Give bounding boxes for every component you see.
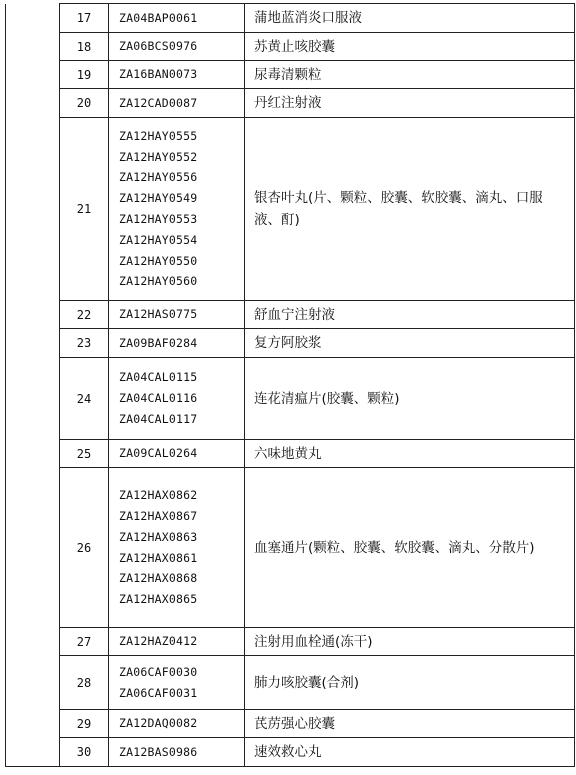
drug-code-cell — [109, 301, 245, 329]
drug-name: 速效救心丸 — [245, 738, 575, 767]
drug-code-cell — [109, 656, 245, 710]
row-number: 30 — [60, 738, 109, 767]
drug-code: ZA12HAX0861 — [119, 550, 198, 565]
drug-code: ZA12HAY0556 — [119, 170, 198, 185]
drug-code: ZA06CAF0030 — [119, 664, 198, 679]
drug-code-cell — [109, 710, 245, 738]
category-cell — [6, 4, 60, 767]
drug-code: ZA12HAY0554 — [119, 232, 198, 247]
drug-list-table — [5, 3, 575, 767]
drug-code-cell — [109, 61, 245, 89]
row-number: 19 — [60, 61, 109, 89]
table-row — [6, 118, 575, 301]
drug-name: 六味地黄丸 — [245, 440, 575, 468]
table-row — [6, 440, 575, 468]
table-row — [6, 33, 575, 61]
row-number: 24 — [60, 358, 109, 440]
drug-code: ZA16BAN0073 — [119, 67, 198, 82]
drug-code: ZA12HAY0550 — [119, 253, 198, 268]
drug-code: ZA12HAY0549 — [119, 191, 198, 206]
row-number: 26 — [60, 468, 109, 628]
row-number: 17 — [60, 4, 109, 33]
drug-code: ZA04CAL0115 — [119, 370, 198, 385]
drug-code: ZA04CAL0116 — [119, 391, 198, 406]
drug-code: ZA04BAP0061 — [119, 10, 198, 25]
drug-code: ZA06CAF0031 — [119, 685, 198, 700]
row-number: 27 — [60, 628, 109, 656]
drug-name: 尿毒清颗粒 — [245, 61, 575, 89]
drug-code: ZA12CAD0087 — [119, 95, 198, 110]
table-row — [6, 89, 575, 118]
drug-name: 血塞通片(颗粒、胶囊、软胶囊、滴丸、分散片) — [245, 468, 575, 628]
table-body — [6, 4, 575, 767]
table-row — [6, 656, 575, 710]
row-number: 20 — [60, 89, 109, 118]
drug-code-cell — [109, 468, 245, 628]
table-row — [6, 710, 575, 738]
drug-code: ZA06BCS0976 — [119, 39, 198, 54]
drug-code: ZA12DAQ0082 — [119, 716, 198, 731]
drug-code: ZA12HAY0552 — [119, 149, 198, 164]
drug-name: 丹红注射液 — [245, 89, 575, 118]
drug-code-cell — [109, 33, 245, 61]
drug-code: ZA12HAX0863 — [119, 529, 198, 544]
table-row — [6, 301, 575, 329]
drug-name: 复方阿胶浆 — [245, 329, 575, 358]
drug-code: ZA04CAL0117 — [119, 411, 198, 426]
drug-code: ZA12HAS0775 — [119, 307, 198, 322]
drug-code: ZA12HAZ0412 — [119, 634, 198, 649]
table-row — [6, 61, 575, 89]
drug-code: ZA09CAL0264 — [119, 446, 198, 461]
drug-code-cell — [109, 738, 245, 767]
drug-code: ZA09BAF0284 — [119, 335, 198, 350]
table-row — [6, 738, 575, 767]
drug-name: 肺力咳胶囊(合剂) — [245, 656, 575, 710]
drug-name: 蒲地蓝消炎口服液 — [245, 4, 575, 33]
drug-code-cell — [109, 118, 245, 301]
drug-name: 舒血宁注射液 — [245, 301, 575, 329]
drug-code-cell — [109, 628, 245, 656]
drug-name: 芪苈强心胶囊 — [245, 710, 575, 738]
row-number: 28 — [60, 656, 109, 710]
row-number: 23 — [60, 329, 109, 358]
row-number: 18 — [60, 33, 109, 61]
drug-code-cell — [109, 329, 245, 358]
table-row — [6, 628, 575, 656]
row-number: 25 — [60, 440, 109, 468]
drug-code: ZA12HAY0560 — [119, 274, 198, 289]
table-row — [6, 329, 575, 358]
drug-code: ZA12HAY0555 — [119, 128, 198, 143]
table-row — [6, 468, 575, 628]
drug-code: ZA12HAX0862 — [119, 488, 198, 503]
drug-name: 银杏叶丸(片、颗粒、胶囊、软胶囊、滴丸、口服液、酊) — [245, 118, 575, 301]
table-row — [6, 4, 575, 33]
drug-name: 苏黄止咳胶囊 — [245, 33, 575, 61]
row-number: 21 — [60, 118, 109, 301]
drug-name: 连花清瘟片(胶囊、颗粒) — [245, 358, 575, 440]
drug-code: ZA12HAX0865 — [119, 592, 198, 607]
row-number: 22 — [60, 301, 109, 329]
drug-code-cell — [109, 358, 245, 440]
drug-name: 注射用血栓通(冻干) — [245, 628, 575, 656]
drug-code: ZA12HAX0867 — [119, 508, 198, 523]
drug-code: ZA12HAY0553 — [119, 212, 198, 226]
table-row — [6, 358, 575, 440]
row-number: 29 — [60, 710, 109, 738]
drug-code: ZA12HAX0868 — [119, 571, 198, 586]
drug-code: ZA12BAS0986 — [119, 744, 198, 759]
drug-code-cell — [109, 4, 245, 33]
drug-code-cell — [109, 89, 245, 118]
drug-code-cell — [109, 440, 245, 468]
